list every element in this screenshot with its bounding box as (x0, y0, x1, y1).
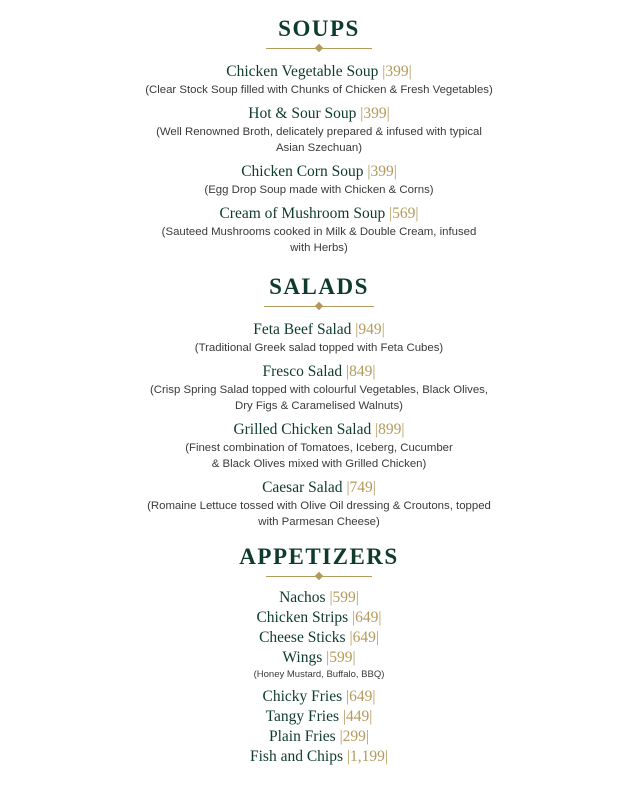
menu-item (0, 478, 638, 530)
item-description-line: (Well Renowned Broth, delicately prepared & infused with typical (156, 126, 482, 138)
item-name: Caesar Salad (262, 479, 343, 496)
item-description: (Honey Mustard, Buffalo, BBQ) (253, 669, 385, 680)
item-description-line: (Finest combination of Tomatoes, Iceberg, Cucumber (185, 442, 453, 454)
item-name: Cheese Sticks (259, 629, 346, 646)
item-name: Grilled Chicken Salad (233, 421, 372, 438)
section-title-soups: SOUPS (278, 16, 360, 41)
item-price: |399| (382, 63, 412, 80)
item-name: Cream of Mushroom Soup (219, 205, 386, 222)
section-divider (266, 44, 372, 54)
item-name: Chicken Vegetable Soup (226, 63, 379, 80)
item-price: |899| (375, 421, 405, 438)
item-name: Chicky Fries (262, 688, 343, 705)
item-description-line: (Crisp Spring Salad topped with colourful Vegetables, Black Olives, (149, 384, 489, 396)
menu-item (0, 204, 638, 256)
item-description-line: with Parmesan Cheese) (258, 516, 380, 528)
item-description-line: Asian Szechuan) (275, 142, 363, 154)
item-name: Nachos (279, 589, 326, 606)
salads-section (0, 274, 638, 530)
item-name: Chicken Corn Soup (241, 163, 364, 180)
item-description-line: with Herbs) (290, 242, 348, 254)
item-price: |569| (389, 205, 419, 222)
menu-item (0, 320, 638, 356)
item-name: Wings (282, 649, 323, 666)
item-price: |299| (339, 728, 370, 745)
section-divider (266, 572, 372, 582)
item-price: |649| (352, 609, 382, 626)
item-description-line: Dry Figs & Caramelised Walnuts) (235, 400, 403, 412)
menu-item (0, 62, 638, 98)
item-description: (Clear Stock Soup filled with Chunks of Chicken & Fresh Vegetables) (145, 84, 493, 96)
item-name: Chicken Strips (256, 609, 349, 626)
item-price: |399| (367, 163, 397, 180)
item-description-line: & Black Olives mixed with Grilled Chicken) (211, 458, 427, 470)
item-price: |749| (346, 479, 376, 496)
menu-item (0, 608, 638, 628)
appetizers-section (0, 544, 638, 767)
item-price: |1,199| (346, 748, 388, 765)
soups-section (0, 16, 638, 256)
menu-item (0, 707, 638, 727)
menu-item (0, 104, 638, 156)
menu-item (0, 420, 638, 472)
item-description: (Traditional Greek salad topped with Feta Cubes) (194, 342, 444, 354)
item-price: |849| (346, 363, 376, 380)
item-name: Hot & Sour Soup (248, 105, 357, 122)
item-price: |649| (349, 629, 379, 646)
item-description-line: (Sauteed Mushrooms cooked in Milk & Double Cream, infused (161, 226, 477, 238)
item-price: |449| (342, 708, 373, 725)
item-description-line: (Romaine Lettuce tossed with Olive Oil dressing & Croutons, topped (147, 500, 491, 512)
item-price: |599| (329, 589, 359, 606)
section-title-appetizers: APPETIZERS (239, 544, 399, 569)
menu-item (0, 162, 638, 198)
item-price: |649| (346, 688, 376, 705)
item-name: Tangy Fries (265, 708, 340, 725)
menu-item (0, 727, 638, 747)
appetizer-list (0, 588, 638, 767)
menu-item (0, 747, 638, 767)
item-name: Fish and Chips (250, 748, 344, 765)
item-name: Plain Fries (268, 728, 336, 745)
item-name: Fresco Salad (262, 363, 343, 380)
menu-item (0, 628, 638, 648)
item-description: (Egg Drop Soup made with Chicken & Corns) (204, 184, 434, 196)
menu-item (0, 687, 638, 707)
item-name: Feta Beef Salad (253, 321, 352, 338)
menu-item (0, 648, 638, 668)
item-price: |399| (360, 105, 390, 122)
section-divider (264, 302, 374, 312)
item-price: |949| (355, 321, 385, 338)
section-title-salads: SALADS (269, 274, 369, 299)
menu-item (0, 588, 638, 608)
item-price: |599| (326, 649, 356, 666)
menu-item (0, 362, 638, 414)
